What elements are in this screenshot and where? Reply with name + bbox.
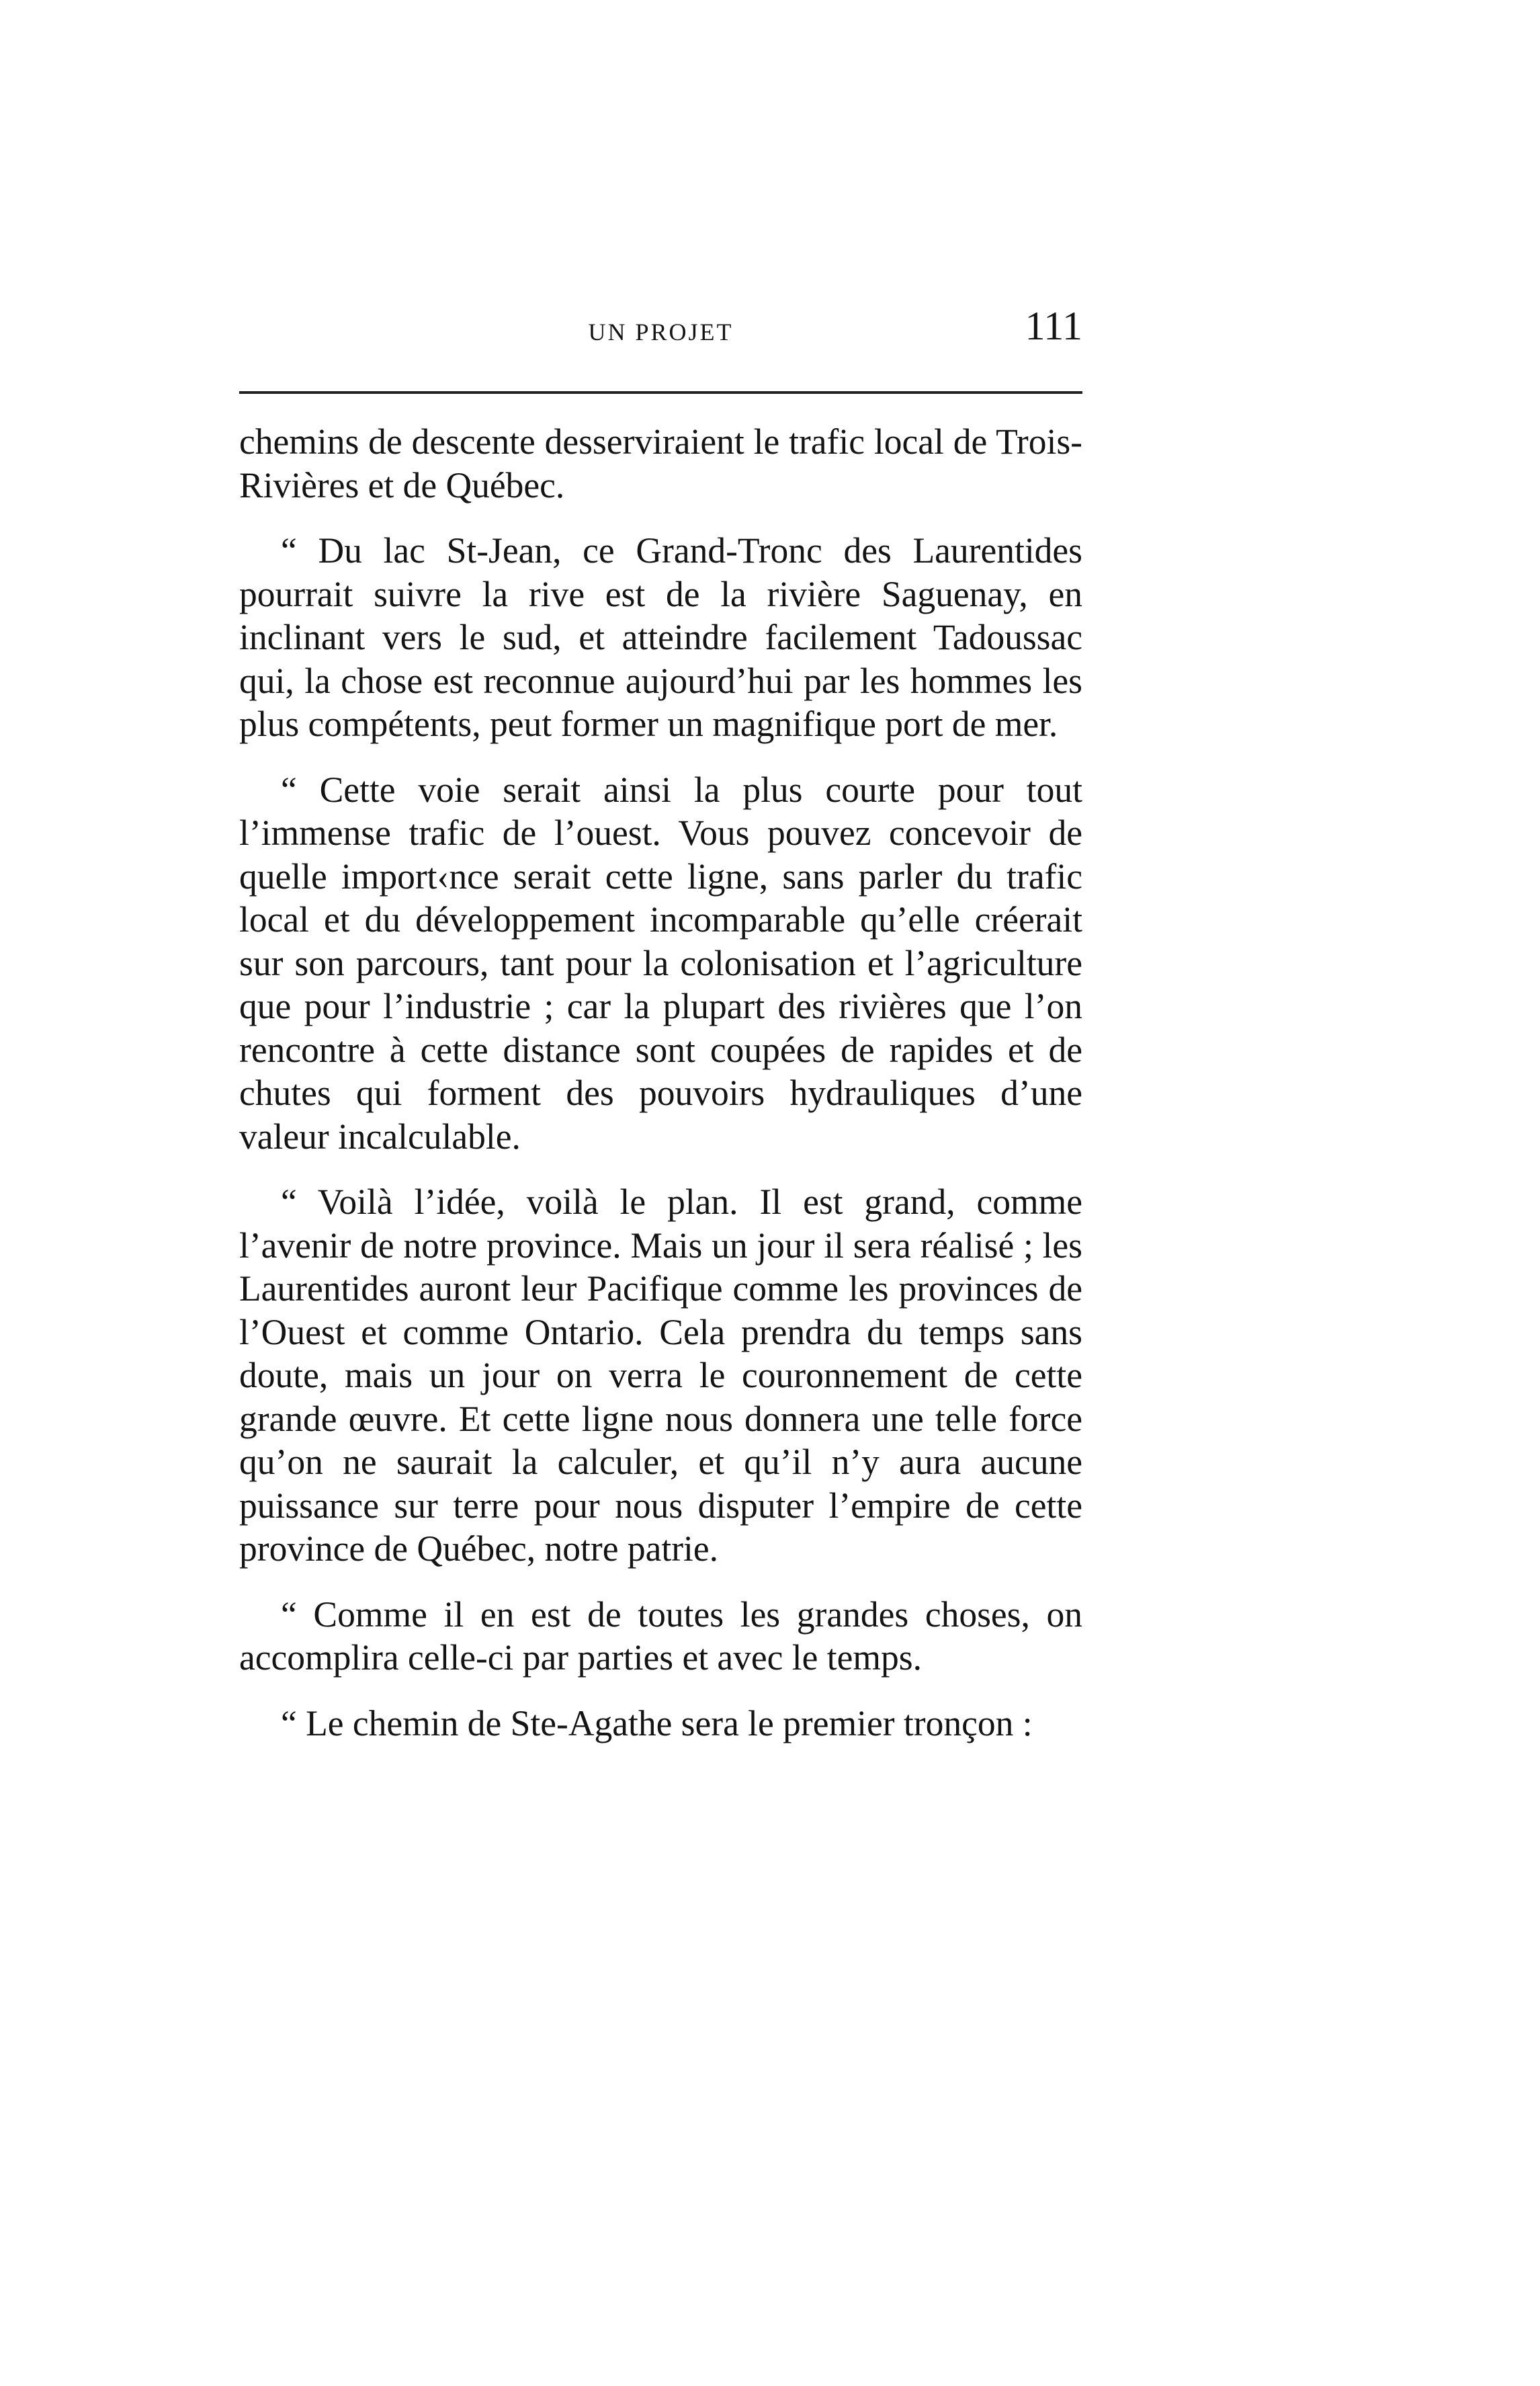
paragraph: “ Le chemin de Ste-Agathe sera le premier tronçon :	[281, 1702, 1033, 1743]
paragraph: “ Du lac St-Jean, ce Grand-Tronc des Laurentides pourrait suivre la rive est de la rivière Saguenay, en inclinant vers le sud, et atteindre facilement Tadoussac qui, la chose est reconnue aujourd’hui par les hommes les plus compétents, peut former un magnifique port de mer.	[239, 530, 1082, 744]
page-number: 111	[1025, 304, 1082, 348]
running-title: UN PROJET	[588, 319, 734, 345]
body-text	[239, 420, 1082, 1745]
paragraph: chemins de descente desserviraient le trafic local de Trois-Rivières et de Québec.	[239, 421, 1082, 505]
header-rule	[239, 391, 1082, 394]
paragraph: “ Comme il en est de toutes les grandes choses, on accomplira celle-ci par parties et avec le temps.	[239, 1594, 1082, 1678]
running-head	[239, 306, 1082, 360]
paragraph: “ Voilà l’idée, voilà le plan. Il est grand, comme l’avenir de notre province. Mais un jour il sera réalisé ; les Laurentides auront leur Pacifique comme les provinces de l’Ouest et comme Ontario. Cela prendra du temps sans doute, mais un jour on verra le couronnement de cette grande œuvre. Et cette ligne nous donnera une telle force qu’on ne saurait la calculer, et qu’il n’y aura aucune puissance sur terre pour nous disputer l’empire de cette province de Québec, notre patrie.	[239, 1182, 1082, 1569]
paragraph: “ Cette voie serait ainsi la plus courte pour tout l’immense trafic de l’ouest. Vous pouvez concevoir de quelle import‹nce serait cette ligne, sans parler du trafic local et du développement incomparable qu’elle créerait sur son parcours, tant pour la colonisation et l’agriculture que pour l’industrie ; car la plupart des rivières que l’on rencontre à cette distance sont coupées de rapides et de chutes qui forment des pouvoirs hydrauliques d’une valeur incalculable.	[239, 769, 1082, 1157]
